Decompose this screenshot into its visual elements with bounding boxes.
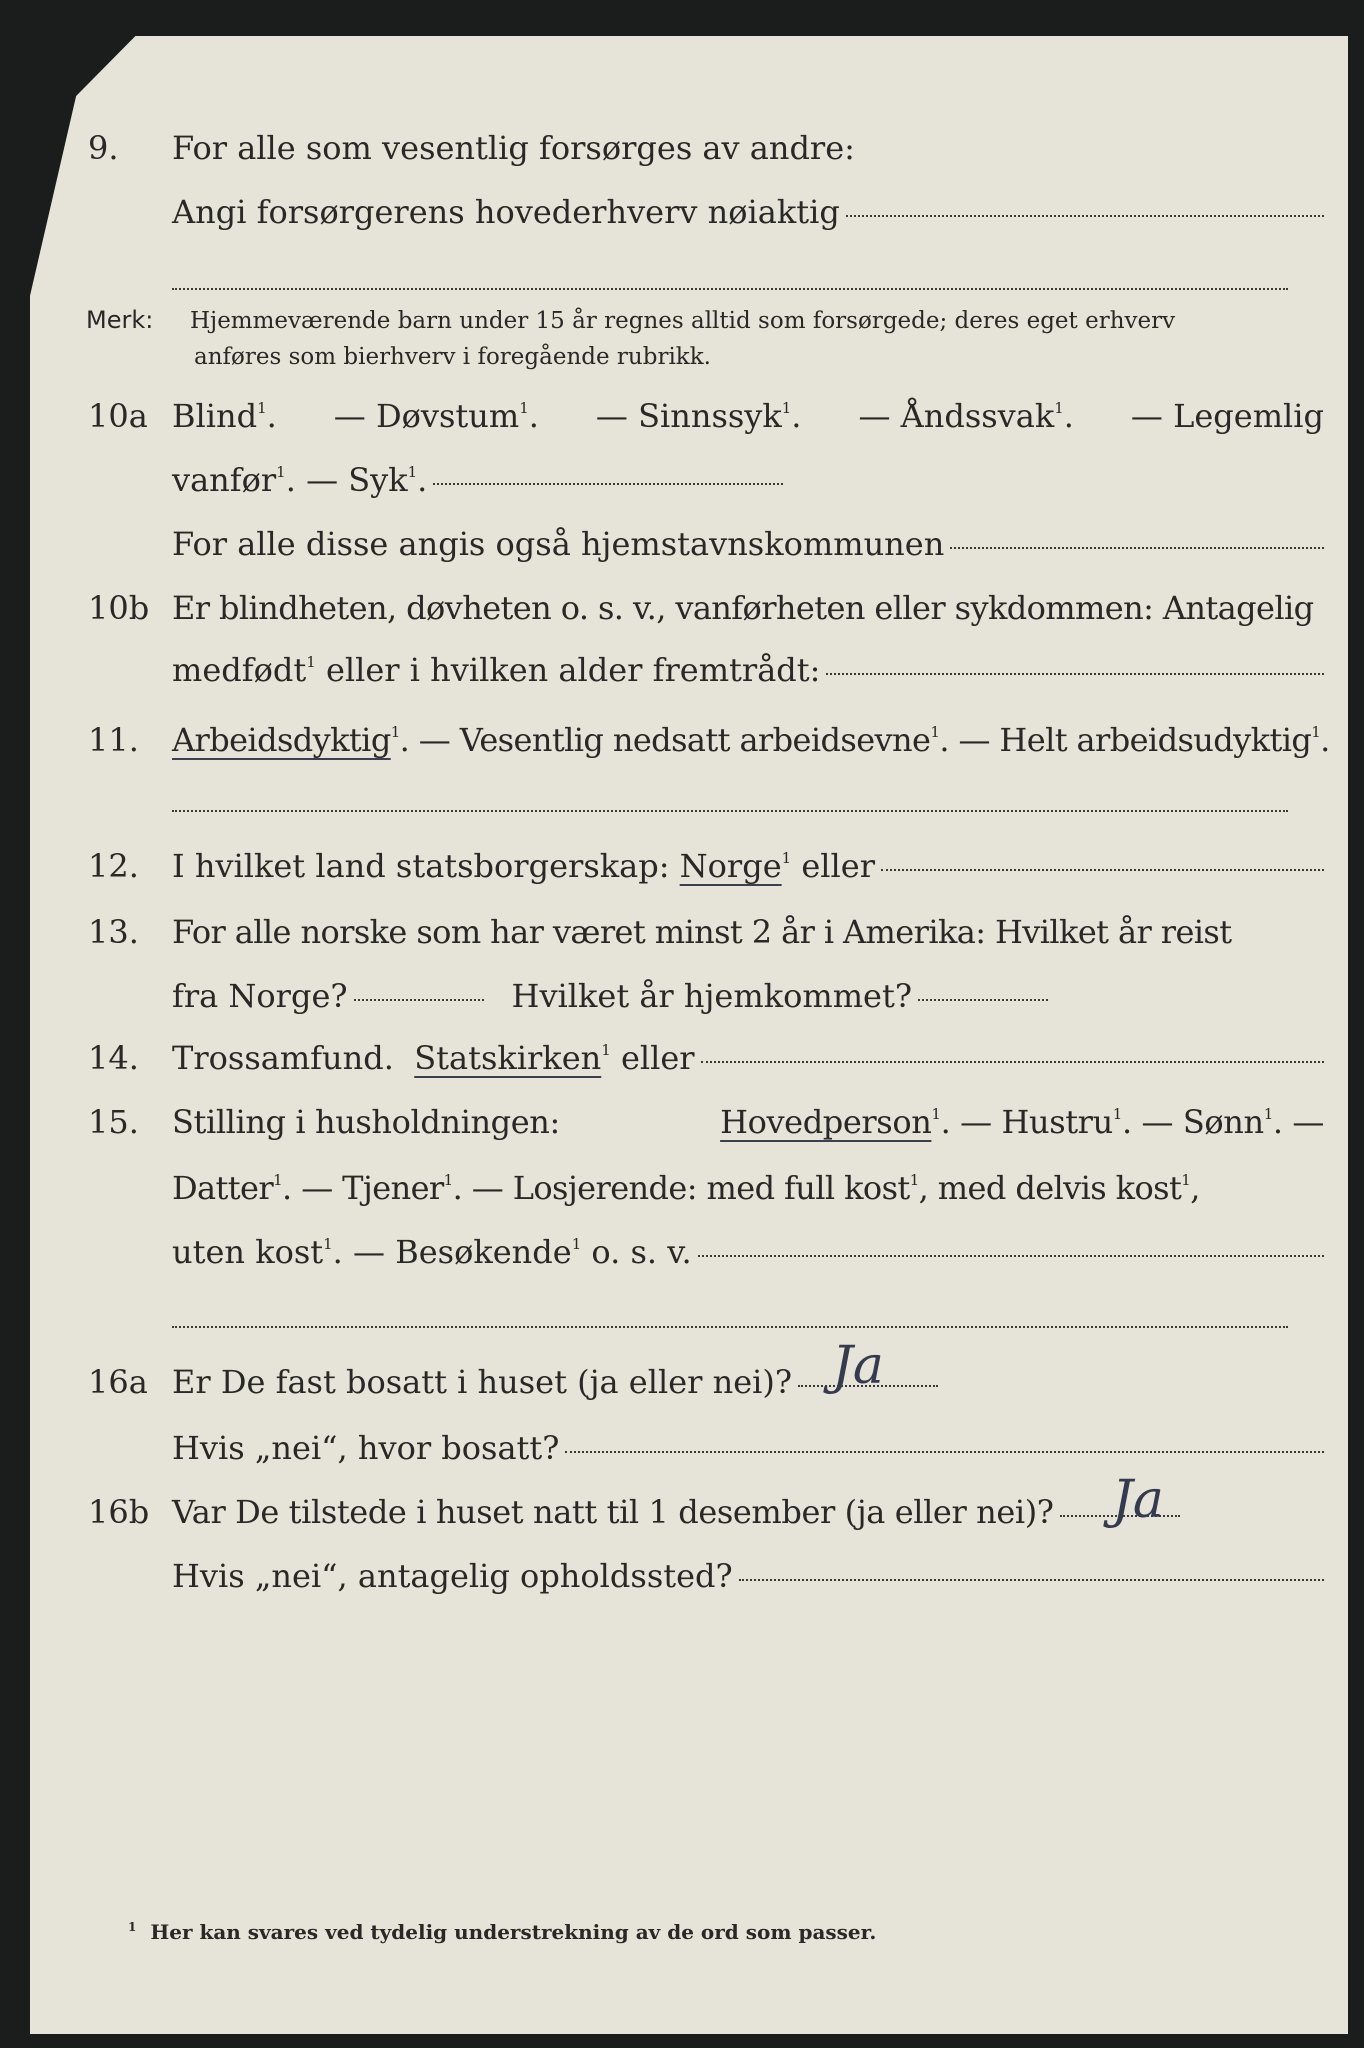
q10a-blind: Blind: [172, 397, 258, 435]
q9-extra-line[interactable]: [172, 288, 1288, 290]
q13-reist-line[interactable]: [354, 999, 484, 1001]
q13-line1: [88, 912, 1324, 952]
q12-line: 12. I hvilket land statsborgerskap: Norge$^1$ eller: [88, 846, 1324, 886]
merk-text2: anføres som bierhverv i foregående rubrikk.: [194, 344, 711, 370]
q13-text1: For alle norske som har været minst 2 år i Amerika: Hvilket år reist: [172, 913, 1232, 951]
q12-text: I hvilket land statsborgerskap:: [172, 847, 670, 885]
q16b-handwritten-answer: Ja: [1112, 1470, 1164, 1530]
q12-number: 12.: [88, 847, 139, 885]
q15-datter[interactable]: Datter: [172, 1169, 274, 1207]
q10a-line2: vanfør$^1$. — Syk$^1$.: [88, 460, 1324, 500]
q16b-number: 16b: [88, 1493, 150, 1531]
q10a-vanfor: vanfør: [172, 461, 277, 499]
footnote: [128, 1920, 876, 1944]
q16b-line2: [88, 1556, 1324, 1596]
q14-number: 14.: [88, 1039, 139, 1077]
merk-label: Merk:: [86, 306, 154, 334]
q16b-opholdssted-line[interactable]: [739, 1579, 1324, 1581]
q10a-number: 10a: [88, 397, 148, 435]
footnote-mark: 1: [128, 1920, 137, 1934]
q13-number: 13.: [88, 913, 139, 951]
q12-norge[interactable]: Norge: [679, 847, 782, 885]
q9-text2: Angi forsørgerens hovederhverv nøiaktig: [172, 193, 840, 231]
q15-full-kost[interactable]: . — Losjerende: med full kost: [452, 1169, 910, 1207]
q15-delvis-kost[interactable]: , med delvis kost: [918, 1169, 1182, 1207]
q11-extra-line[interactable]: [172, 810, 1288, 812]
q15-line2: Datter$^1$. — Tjener$^1$. — Losjerende: med full kost$^1$, med delvis kost$^1$,: [172, 1169, 1200, 1207]
q15-answer-line[interactable]: [698, 1255, 1324, 1257]
q15-line1: 15. Stilling i husholdningen: Hovedperson$^1$. — Hustru$^1$. — Sønn$^1$. —: [88, 1103, 1324, 1141]
footnote-text: Her kan svares ved tydelig understrekning av de ord som passer.: [150, 1920, 877, 1944]
q9-text1: For alle som vesentlig forsørges av andre:: [172, 129, 855, 167]
q15-besokende[interactable]: . — Besøkende: [332, 1233, 572, 1271]
q15-sonn[interactable]: . — Sønn: [1121, 1103, 1264, 1141]
q15-uten-kost[interactable]: uten kost: [172, 1233, 324, 1271]
q10b-line1: [88, 588, 1324, 628]
q13-hjemkommet-line[interactable]: [918, 999, 1048, 1001]
q16a-handwritten-answer: Ja: [832, 1336, 884, 1396]
q15-number: 15.: [88, 1103, 139, 1141]
q10a-syk: — Syk: [306, 461, 408, 499]
q9-line1: [88, 128, 1324, 168]
q15-label: Stilling i husholdningen:: [172, 1103, 560, 1141]
q10b-text1: Er blindheten, døvheten o. s. v., vanførheten eller sykdommen: Antagelig: [172, 589, 1314, 627]
merk-text1: Hjemmeværende barn under 15 år regnes alltid som forsørgede; deres eget erhverv: [190, 308, 1176, 334]
q10b-number: 10b: [88, 589, 150, 627]
q15-tjener[interactable]: . — Tjener: [282, 1169, 444, 1207]
q16a-number: 16a: [88, 1363, 148, 1401]
q10a-answer-line[interactable]: [433, 483, 783, 485]
merk-note: [86, 302, 1294, 375]
q14-statskirken[interactable]: Statskirken: [414, 1039, 602, 1077]
q16a-line2: [88, 1428, 1324, 1468]
q16b-text1: Var De tilstede i huset natt til 1 desember (ja eller nei)?: [172, 1493, 1054, 1531]
q13-line2: [88, 976, 1324, 1016]
q10b-medfodt: medfødt: [172, 651, 307, 689]
q10b-line2: medfødt$^1$ eller i hvilken alder fremtrådt:: [88, 650, 1324, 690]
q11-arbeidsdyktig[interactable]: Arbeidsdyktig: [172, 721, 391, 759]
q12-answer-line[interactable]: [881, 869, 1324, 871]
q13-fra-norge: fra Norge?: [172, 977, 348, 1015]
q14-line: 14. Trossamfund. Statskirken$^1$ eller: [88, 1038, 1324, 1078]
q16a-bosatt-line[interactable]: [565, 1451, 1324, 1453]
q10a-andssvak: — Åndssvak: [858, 397, 1055, 435]
q10a-text3: For alle disse angis også hjemstavnskommunen: [172, 525, 945, 563]
q16a-text2: Hvis „nei“, hvor bosatt?: [172, 1429, 560, 1467]
q11-line: 11. Arbeidsdyktig$^1$. — Vesentlig nedsatt arbeidsevne$^1$. — Helt arbeidsudyktig$^1$.: [88, 721, 1330, 759]
q16b-text2: Hvis „nei“, antagelig opholdssted?: [172, 1557, 733, 1595]
q10a-sinnssyk: — Sinnssyk: [595, 397, 782, 435]
q10a-legemlig: — Legemlig: [1130, 397, 1324, 435]
q10a-hjemstavn-line[interactable]: [950, 547, 1324, 549]
q11-nedsatt[interactable]: . — Vesentlig nedsatt arbeidsevne: [399, 721, 931, 759]
q10a-line3: [88, 524, 1324, 564]
q10b-text2: eller i hvilken alder fremtrådt:: [325, 651, 821, 689]
q15-extra-line[interactable]: [172, 1326, 1288, 1328]
q15-line3: uten kost$^1$. — Besøkende$^1$ o. s. v.: [88, 1232, 1324, 1272]
q9-number: 9.: [88, 129, 119, 167]
q10b-answer-line[interactable]: [826, 673, 1324, 675]
q15-hovedperson[interactable]: Hovedperson: [720, 1103, 932, 1141]
q14-answer-line[interactable]: [701, 1061, 1324, 1063]
q15-hustru[interactable]: . — Hustru: [940, 1103, 1113, 1141]
q10a-dovstum: — Døvstum: [333, 397, 520, 435]
q9-answer-line[interactable]: [846, 215, 1324, 217]
q10a-line1: 10a Blind$^1$. — Døvstum$^1$. — Sinnssyk$^1$. — Åndssvak$^1$. — Legemlig: [88, 397, 1324, 435]
q14-text: Trossamfund.: [172, 1039, 394, 1077]
q16a-line1: [88, 1362, 1324, 1402]
q9-line2: [88, 192, 1324, 232]
q11-number: 11.: [88, 721, 139, 759]
q13-hjemkommet: Hvilket år hjemkommet?: [511, 977, 912, 1015]
q11-udyktig[interactable]: . — Helt arbeidsudyktig: [939, 721, 1312, 759]
q16a-text1: Er De fast bosatt i huset (ja eller nei)?: [172, 1363, 793, 1401]
